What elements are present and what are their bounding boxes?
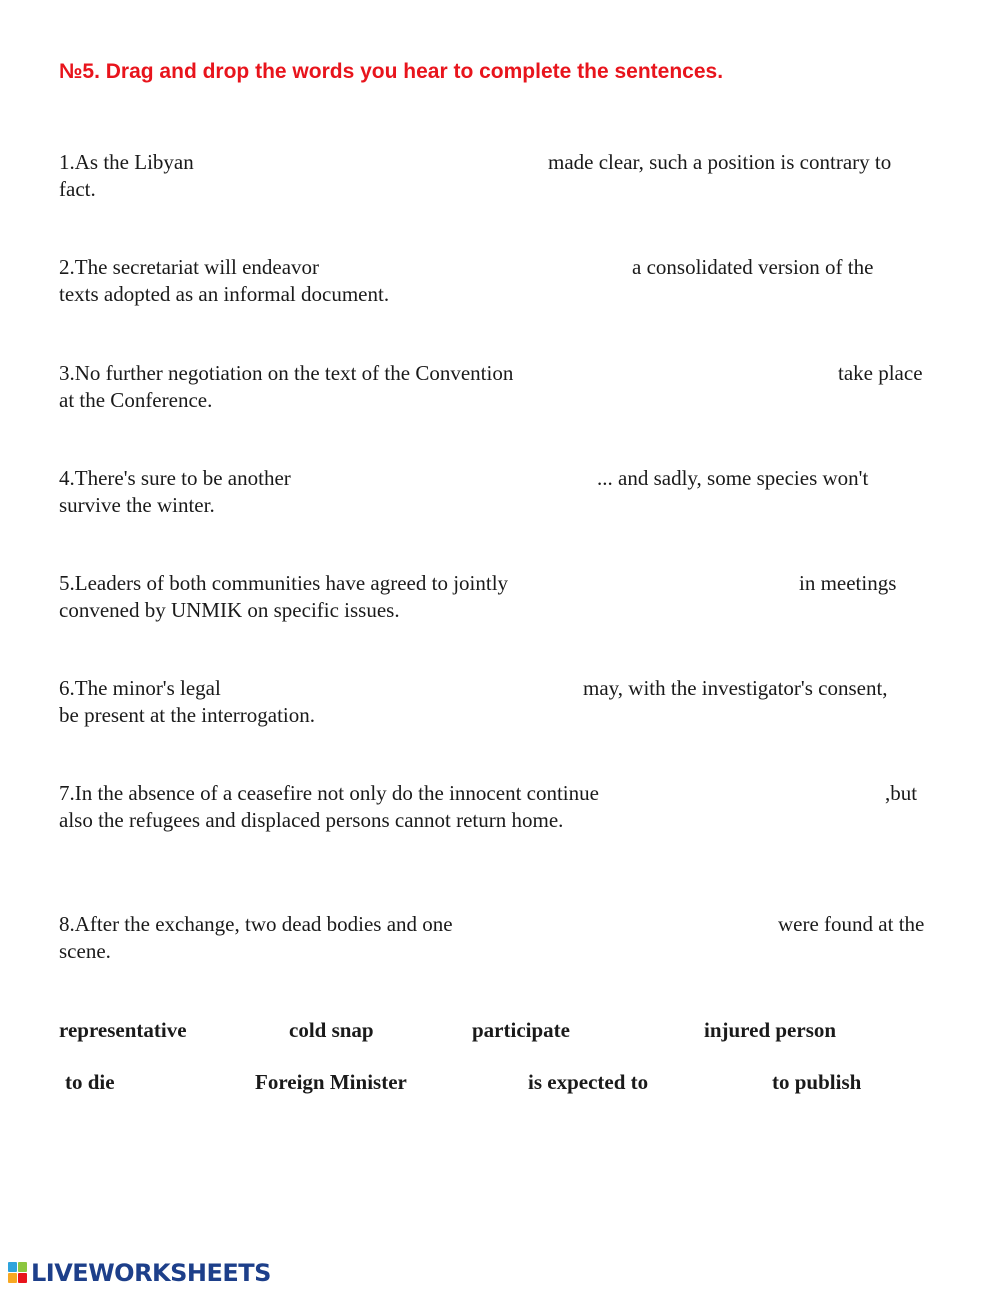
sentence-6-after: may, with the investigator's consent, bbox=[583, 676, 888, 700]
sentence-4-after: ... and sadly, some species won't bbox=[597, 466, 869, 490]
sentence-5-after: in meetings bbox=[799, 571, 897, 595]
word-chip-representative[interactable]: representative bbox=[59, 1018, 187, 1042]
sentence-8-before: 8.After the exchange, two dead bodies and one bbox=[59, 912, 453, 936]
sentence-4-continuation: survive the winter. bbox=[59, 493, 215, 517]
liveworksheets-logo-icon bbox=[8, 1262, 28, 1284]
sentence-1-continuation: fact. bbox=[59, 177, 96, 201]
sentence-3-continuation: at the Conference. bbox=[59, 388, 213, 412]
sentence-4-before: 4.There's sure to be another bbox=[59, 466, 291, 490]
sentence-5-before: 5.Leaders of both communities have agreed to jointly bbox=[59, 571, 509, 595]
exercise-title: №5. Drag and drop the words you hear to complete the sentences. bbox=[59, 60, 724, 83]
sentence-8-continuation: scene. bbox=[59, 939, 111, 963]
sentence-6-drop-zone[interactable] bbox=[247, 675, 575, 701]
sentence-6 bbox=[59, 675, 888, 729]
sentence-7-before: 7.In the absence of a ceasefire not only do the innocent continue bbox=[59, 781, 599, 805]
sentence-1-drop-zone[interactable] bbox=[219, 149, 539, 175]
sentence-3-after: take place bbox=[838, 361, 923, 385]
sentence-8-drop-zone[interactable] bbox=[499, 911, 769, 937]
sentence-3-drop-zone[interactable] bbox=[564, 360, 829, 386]
sentence-7-after: ,but bbox=[885, 781, 918, 805]
brand-name: LIVEWORKSHEETS bbox=[31, 1259, 271, 1287]
word-chip-foreign-minister[interactable]: Foreign Minister bbox=[255, 1070, 407, 1094]
sentence-6-continuation: be present at the interrogation. bbox=[59, 703, 315, 727]
sentence-7 bbox=[59, 780, 918, 834]
sentence-4-drop-zone[interactable] bbox=[324, 465, 589, 491]
sentence-5 bbox=[59, 570, 897, 624]
sentence-3 bbox=[59, 360, 923, 414]
word-chip-cold-snap[interactable]: cold snap bbox=[289, 1018, 374, 1042]
sentence-1-after: made clear, such a position is contrary to bbox=[548, 150, 892, 174]
sentence-7-continuation: also the refugees and displaced persons cannot return home. bbox=[59, 808, 564, 832]
word-chip-injured-person[interactable]: injured person bbox=[704, 1018, 837, 1042]
sentence-1-before: 1.As the Libyan bbox=[59, 150, 194, 174]
liveworksheets-logo[interactable] bbox=[8, 1258, 271, 1288]
sentence-2-continuation: texts adopted as an informal document. bbox=[59, 282, 390, 306]
sentence-2-before: 2.The secretariat will endeavor bbox=[59, 255, 320, 279]
word-chip-to-die[interactable]: to die bbox=[65, 1070, 115, 1094]
sentence-8-after: were found at the bbox=[778, 912, 925, 936]
sentence-2-drop-zone[interactable] bbox=[354, 254, 624, 280]
sentence-2 bbox=[59, 254, 874, 308]
sentence-5-drop-zone[interactable] bbox=[559, 570, 791, 596]
sentence-3-before: 3.No further negotiation on the text of the Convention bbox=[59, 361, 514, 385]
word-chip-to-publish[interactable]: to publish bbox=[772, 1070, 862, 1094]
sentence-5-continuation: convened by UNMIK on specific issues. bbox=[59, 598, 400, 622]
sentence-8 bbox=[59, 911, 925, 965]
sentence-7-drop-zone[interactable] bbox=[659, 780, 879, 806]
word-chip-participate[interactable]: participate bbox=[472, 1018, 570, 1042]
word-chip-is-expected-to[interactable]: is expected to bbox=[528, 1070, 649, 1094]
sentence-1 bbox=[59, 149, 892, 203]
sentence-4 bbox=[59, 465, 869, 519]
sentence-6-before: 6.The minor's legal bbox=[59, 676, 221, 700]
sentence-2-after: a consolidated version of the bbox=[632, 255, 874, 279]
